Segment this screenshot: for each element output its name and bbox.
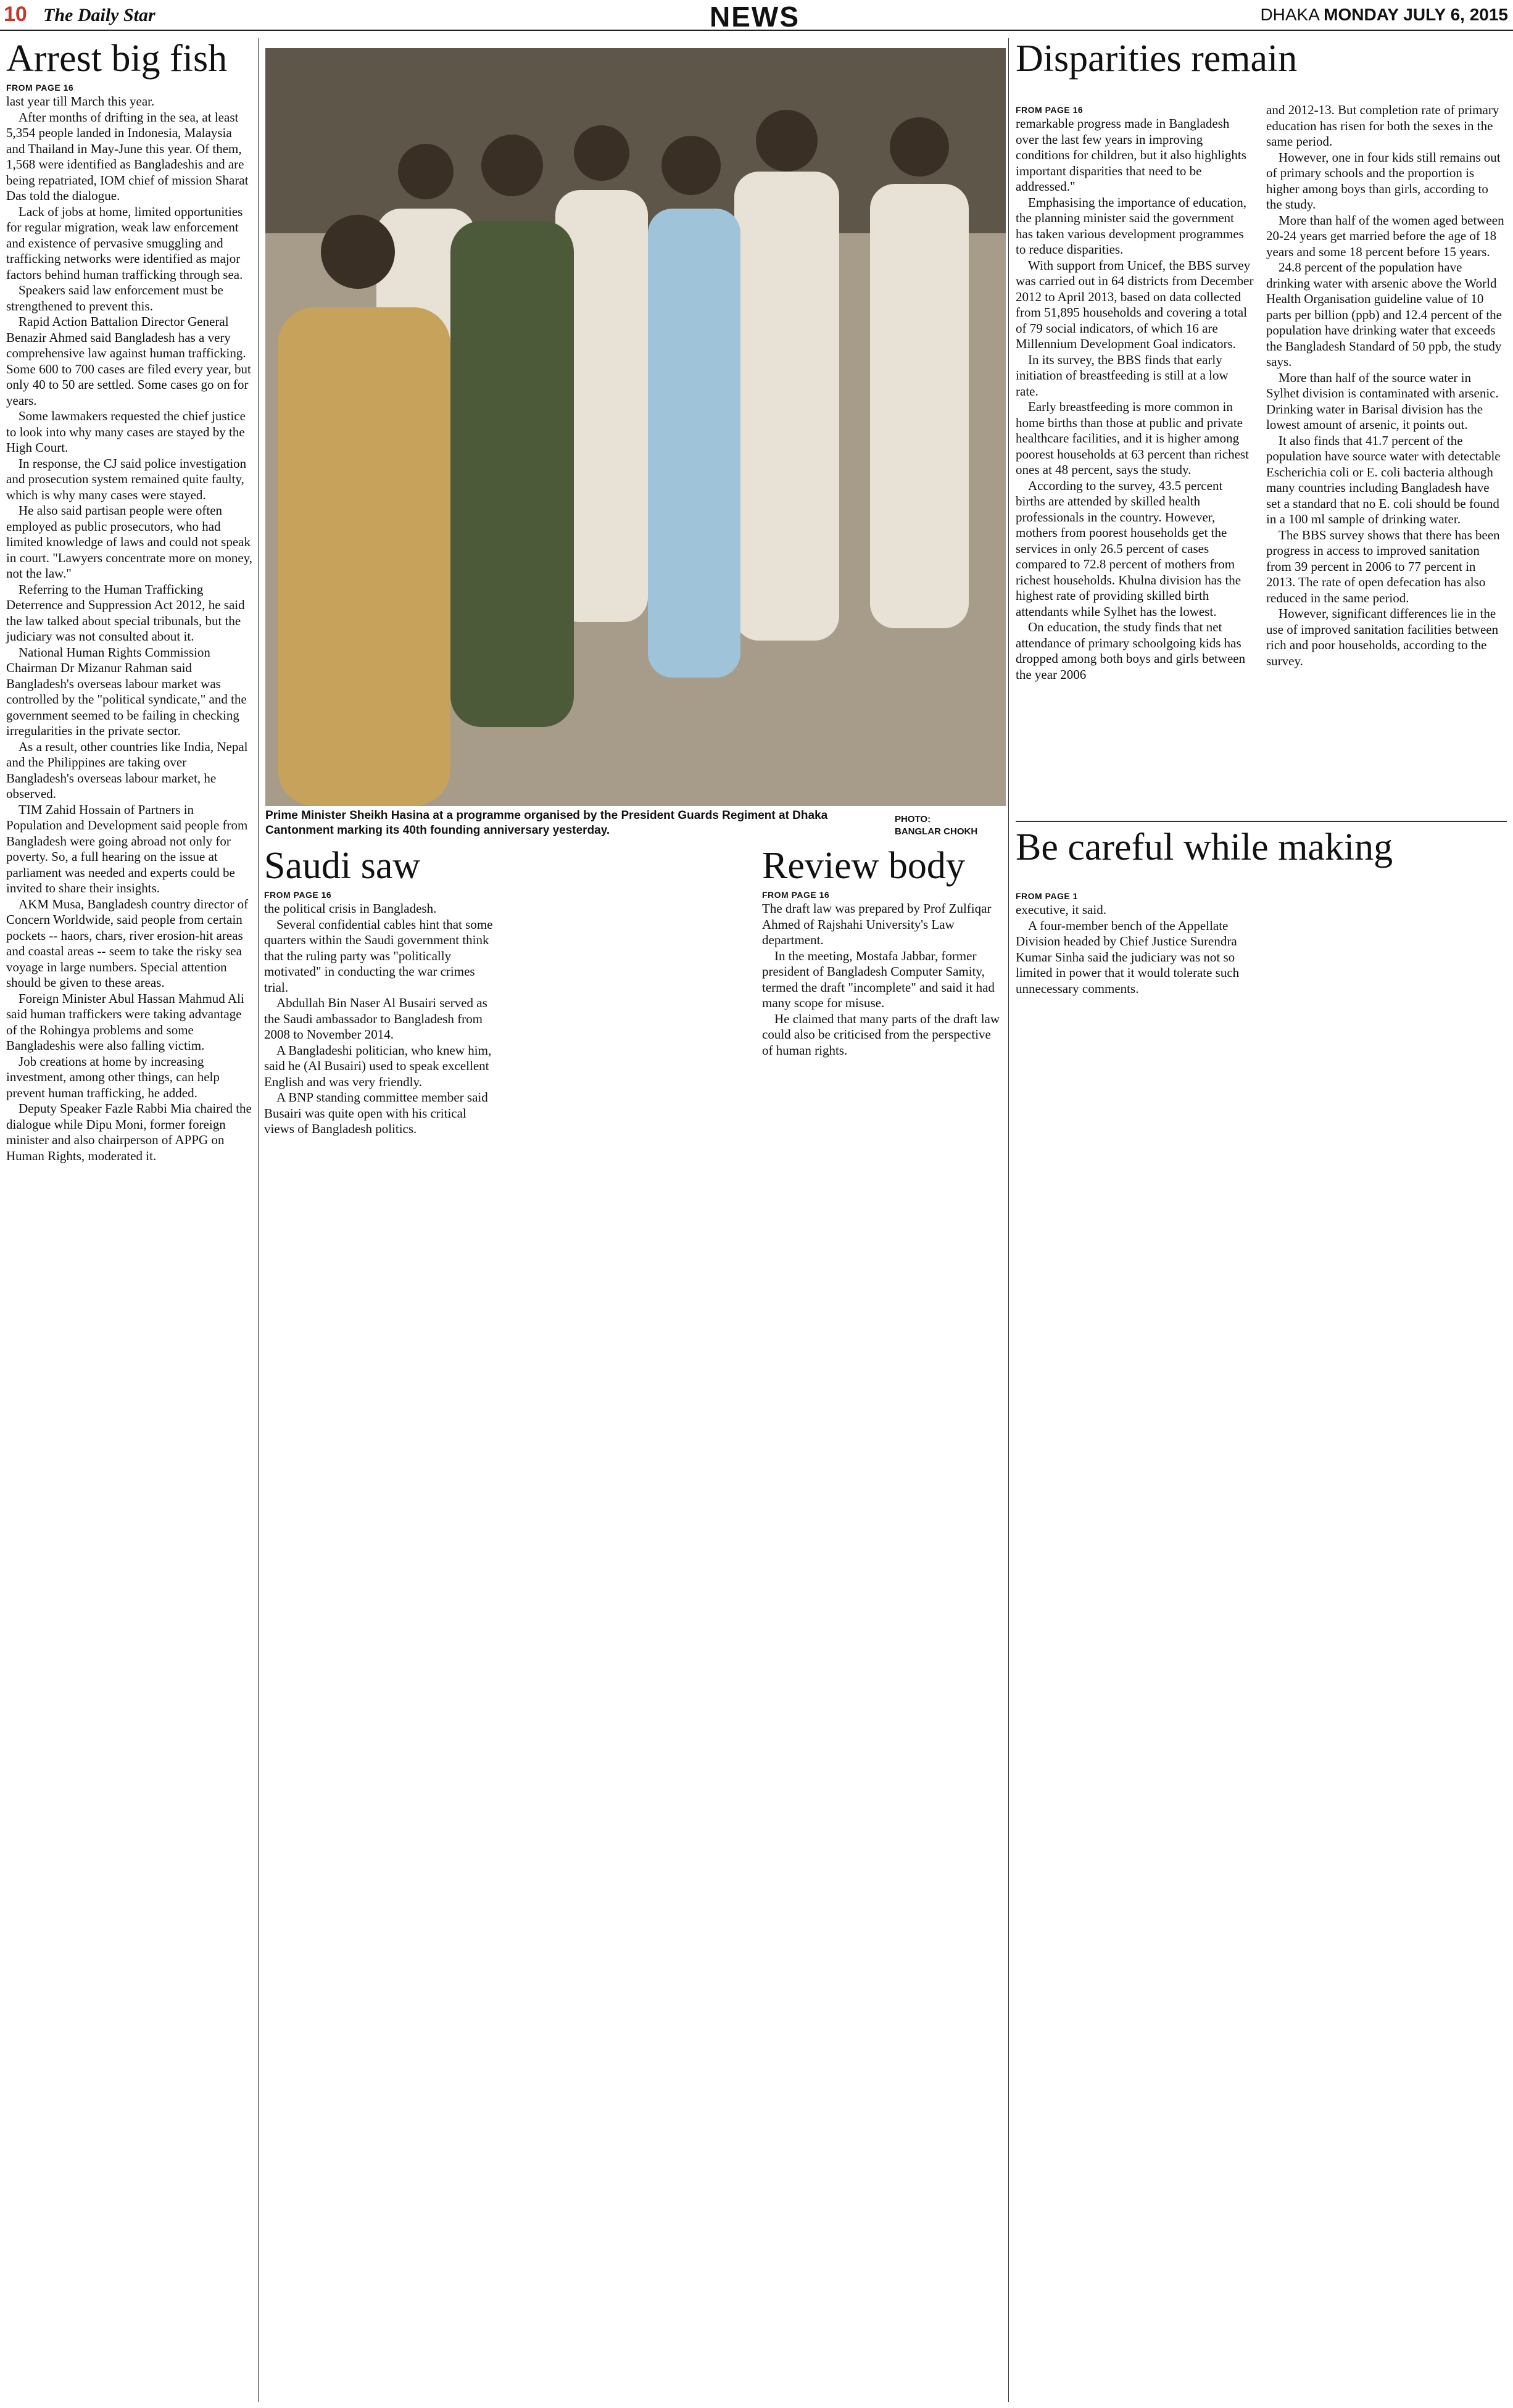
paragraph: Emphasising the importance of education, the planning minister said the government has taken various development programmes to reduce disparities.	[1016, 194, 1246, 257]
paragraph: He claimed that many parts of the draft law could also be criticised from the perspective of human rights.	[762, 1011, 1000, 1058]
paragraph: National Human Rights Commission Chairman Dr Mizanur Rahman said Bangladesh's overseas labour market was controlled by the "political syndicate," and the government seemed to be failing in checking irregularities in the private sector.	[6, 644, 247, 738]
photo-credit	[895, 813, 977, 838]
paragraph: executive, it said.	[1016, 902, 1106, 917]
photo-caption: Prime Minister Sheikh Hasina at a programme organised by the President Guards Regiment at Dhaka Cantonment marking its 40th founding anniversary yesterday.	[265, 809, 828, 837]
jump-label: FROM PAGE 16	[6, 83, 74, 93]
paragraph: 24.8 percent of the population have drinking water with arsenic above the World Health Organisation guideline value of 10 parts per billion (ppb) and 12.4 percent of the population have drinking water that exceeds the Bangladesh Standard of 50 ppb, the study says.	[1266, 260, 1502, 369]
article-be-careful	[1016, 827, 1507, 871]
jump-label: FROM PAGE 16	[1016, 105, 1084, 115]
paragraph: As a result, other countries like India, Nepal and the Philippines are taking over Bangladesh's overseas labour market, he observed.	[6, 739, 248, 801]
paper-name: The Daily Star	[43, 5, 155, 25]
paragraph: It also finds that 41.7 percent of the population have source water with detectable Escherichia coli or E. coli bacteria although many countries including Bangladesh have set a standard that no E. coli should be found in a 100 ml sample of drinking water.	[1266, 433, 1501, 526]
paragraph: Referring to the Human Trafficking Deterrence and Suppression Act 2012, he said the law talked about special tribunals, but the judiciary was not consulted about it.	[6, 581, 245, 644]
article-disparities-col-1	[1016, 102, 1254, 683]
paragraph: The draft law was prepared by Prof Zulfiqar Ahmed of Rajshahi University's Law department.	[762, 901, 992, 947]
paragraph: Lack of jobs at home, limited opportunities for regular migration, weak law enforcement and existence of pervasive smuggling and trafficking networks were identified as major factors behind human trafficking through sea.	[6, 204, 243, 282]
paragraph: The BBS survey shows that there has been progress in access to improved sanitation from 39 percent in 2006 to 77 percent in 2013. The rate of open defecation has also reduced in the same period.	[1266, 527, 1500, 605]
paragraph: Foreign Minister Abul Hassan Mahmud Ali said human traffickers were taking advantage of the Rohingya problems and some Bangladeshis were also falling victim.	[6, 990, 244, 1053]
article-be-careful-col-1	[1016, 889, 1254, 997]
paragraph: More than half of the source water in Sylhet division is contaminated with arsenic. Drinking water in Barisal division has the lowest amount of arsenic, it points out.	[1266, 370, 1499, 432]
photo-credit-label: PHOTO:	[895, 814, 931, 824]
headline: Be careful while making	[1016, 826, 1393, 868]
headline: Saudi saw	[264, 845, 421, 887]
article-review-body	[762, 845, 1003, 1058]
article-disparities-remain	[1016, 38, 1507, 83]
paragraph: Several confidential cables hint that some quarters within the Saudi government think that the ruling party was "politically motivated" in conducting the war crimes trial.	[264, 916, 493, 995]
paragraph: In response, the CJ said police investigation and prosecution system remained quite faulty, which is why many cases were stayed.	[6, 455, 247, 502]
headline: Arrest big fish	[6, 38, 228, 80]
article-arrest-big-fish	[6, 38, 253, 1164]
jump-label: FROM PAGE 1	[1016, 891, 1078, 901]
paragraph: remarkable progress made in Bangladesh over the last few years in improving conditions for children, but it also highlights important disparities that need to be addressed."	[1016, 116, 1246, 194]
dateline-date: MONDAY JULY 6, 2015	[1324, 5, 1508, 24]
paragraph: last year till March this year.	[6, 94, 155, 109]
paragraph: the political crisis in Bangladesh.	[264, 901, 437, 916]
photo-credit-name: BANGLAR CHOKH	[895, 826, 978, 837]
paragraph: According to the survey, 43.5 percent births are attended by skilled health professionals in the country. However, mothers from poorest households get the services in only 26.5 percent of cases compared to 72.8 percent of mothers from richest households. Khulna division has the highest rate of providing skilled birth attendants while Sylhet has the lowest.	[1016, 478, 1241, 619]
photo-illustration	[265, 48, 1006, 806]
paragraph: In its survey, the BBS finds that early initiation of breastfeeding is still at a low rate.	[1016, 352, 1229, 399]
paragraph: AKM Musa, Bangladesh country director of Concern Worldwide, said people from certain pockets -- haors, chars, river erosion-hit areas and coastal areas -- seem to take the risky sea voyage in large numbers. Special attention should be given to these areas.	[6, 896, 249, 990]
paragraph: TIM Zahid Hossain of Partners in Population and Development said people from Bangladesh were going abroad not only for poverty. So, a full hearing on the issue at parliament was needed and experts could be invited to share their insights.	[6, 802, 248, 895]
masthead	[0, 0, 1513, 31]
paragraph: With support from Unicef, the BBS survey was carried out in 64 districts from December 2012 to April 2013, based on data collected from 51,895 households and covering a total of 79 social indicators, of which 16 are Millennium Development Goal indicators.	[1016, 257, 1254, 351]
paragraph: and 2012-13. But completion rate of primary education has risen for both the sexes in the same period.	[1266, 102, 1499, 149]
news-photo	[265, 48, 1006, 806]
paragraph: Job creations at home by increasing investment, among other things, can help prevent human trafficking, he added.	[6, 1053, 220, 1100]
paragraph: After months of drifting in the sea, at least 5,354 people landed in Indonesia, Malaysia and Thailand in May-June this year. Of them, 1,568 were identified as Bangladeshis and are being repatriated, IOM chief of mission Sharat Das told the dialogue.	[6, 109, 249, 203]
paragraph: Some lawmakers requested the chief justice to look into why many cases are stayed by the High Court.	[6, 409, 246, 455]
jump-label: FROM PAGE 16	[762, 890, 830, 900]
paragraph: Deputy Speaker Fazle Rabbi Mia chaired the dialogue while Dipu Moni, former foreign minister and also chairperson of APPG on Human Rights, moderated it.	[6, 1101, 252, 1163]
paragraph: In the meeting, Mostafa Jabbar, former president of Bangladesh Computer Samity, termed the draft "incomplete" and said it had many scope for misuse.	[762, 948, 995, 1010]
paragraph: A four-member bench of the Appellate Division headed by Chief Justice Surendra Kumar Sinha said the judiciary was not so limited in power that it would tolerate such unnecessary comments.	[1016, 918, 1240, 996]
paragraph: However, one in four kids still remains out of primary schools and the proportion is higher among boys than girls, according to the study.	[1266, 149, 1501, 212]
page-number: 10	[4, 2, 27, 26]
paragraph: Speakers said law enforcement must be strengthened to prevent this.	[6, 283, 223, 313]
section-divider	[1016, 821, 1507, 822]
headline: Disparities remain	[1016, 38, 1298, 80]
section-title: NEWS	[710, 1, 800, 33]
paragraph: A BNP standing committee member said Busairi was quite open with his critical views of Bangladesh politics.	[264, 1090, 488, 1136]
dateline-city: DHAKA	[1260, 5, 1319, 24]
paragraph: More than half of the women aged between 20-24 years get married before the age of 18 years and some 18 percent before 15 years.	[1266, 212, 1504, 259]
headline: Review body	[762, 845, 965, 887]
article-disparities-col-2	[1266, 102, 1507, 669]
paragraph: He also said partisan people were often employed as public prosecutors, who had limited knowledge of laws and could not speak in court. "Lawyers concentrate more on money, not the law."	[6, 503, 253, 581]
dateline	[1260, 5, 1508, 25]
article-saudi-saw	[264, 845, 499, 1137]
paragraph: On education, the study finds that net attendance of primary schoolgoing kids has dropped among both boys and girls between the year 2006	[1016, 620, 1246, 682]
jump-label: FROM PAGE 16	[264, 890, 332, 900]
paragraph: Early breastfeeding is more common in home births than those at public and private healthcare facilities, and it is higher among poorest households at 63 percent than richest ones at 48 percent, says the study.	[1016, 399, 1249, 477]
paragraph: Abdullah Bin Naser Al Busairi served as the Saudi ambassador to Bangladesh from 2008 to November 2014.	[264, 995, 487, 1042]
column-divider	[1008, 38, 1009, 2402]
paragraph: Rapid Action Battalion Director General Benazir Ahmed said Bangladesh has a very comprehensive law against human trafficking. Some 600 to 700 cases are filed every year, but only 40 to 50 are settled. Some cases go on for years.	[6, 314, 251, 408]
column-divider	[258, 38, 259, 2402]
paragraph: However, significant differences lie in the use of improved sanitation facilities between rich and poor households, according to the survey.	[1266, 606, 1499, 668]
paragraph: A Bangladeshi politician, who knew him, said he (Al Busairi) used to speak excellent English and was very friendly.	[264, 1042, 492, 1089]
